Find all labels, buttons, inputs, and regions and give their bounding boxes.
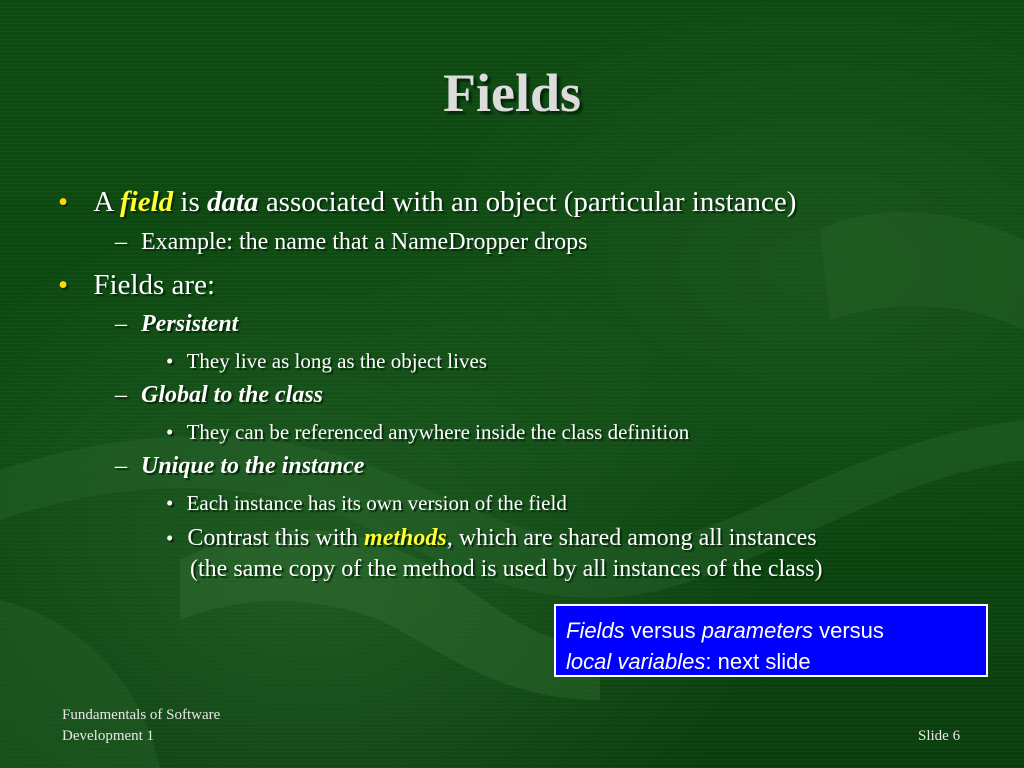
detail-text-pre: Contrast this with: [187, 525, 359, 551]
bullet-text-a: A: [93, 186, 113, 218]
detail-unique-2: [166, 525, 817, 552]
bullet-text-is: is: [180, 186, 200, 218]
callout-versus-2: versus: [813, 618, 884, 643]
sub-bullet-example: [115, 229, 588, 256]
bullet-marker: •: [166, 349, 174, 373]
bullet-marker: •: [166, 526, 174, 550]
sub-bullet-unique: [115, 453, 364, 480]
sub-bullet-text: Unique to the instance: [141, 453, 365, 479]
bullet-text: Fields are:: [93, 269, 216, 301]
callout-box: [554, 604, 988, 677]
bullet-marker: •: [166, 491, 174, 515]
sub-bullet-persistent: [115, 311, 238, 338]
slide-title: Fields: [442, 63, 581, 123]
emphasis-field: field: [120, 186, 174, 218]
bullet-marker: •: [58, 269, 69, 301]
footer-slide-number: Slide 6: [918, 728, 961, 744]
callout-versus-1: versus: [624, 618, 702, 643]
sub-bullet-text: Global to the class: [141, 382, 324, 408]
bullet-field-definition: [58, 186, 796, 219]
bullet-marker: •: [166, 420, 174, 444]
emphasis-methods: methods: [364, 525, 447, 551]
emphasis-data: data: [207, 186, 259, 218]
detail-text-post: , which are shared among all instances: [446, 525, 817, 551]
bullet-text-rest: associated with an object (particular instance): [265, 186, 797, 218]
callout-local-variables: local variables: [566, 649, 706, 674]
detail-text: Each instance has its own version of the field: [186, 491, 567, 515]
detail-unique-2-line2: (the same copy of the method is used by all instances of the class): [190, 556, 823, 582]
detail-text: They live as long as the object lives: [186, 349, 487, 373]
footer-course-line1: Fundamentals of Software: [62, 707, 221, 723]
sub-bullet-text: Persistent: [141, 311, 239, 337]
detail-global: [166, 420, 689, 445]
sub-bullet-global: [115, 382, 323, 409]
detail-unique-1: [166, 491, 567, 516]
footer-course-line2: Development 1: [62, 728, 155, 744]
detail-persistent: [166, 349, 487, 374]
dash-marker: –: [115, 453, 127, 479]
callout-fields: Fields: [566, 618, 625, 643]
callout-next-slide: : next slide: [705, 649, 811, 674]
dash-marker: –: [115, 311, 127, 337]
callout-parameters: parameters: [701, 618, 813, 643]
bullet-fields-are: [58, 269, 215, 302]
bullet-marker: •: [58, 186, 69, 218]
sub-bullet-text: Example: the name that a NameDropper drops: [141, 229, 588, 255]
detail-text: They can be referenced anywhere inside the class definition: [186, 420, 690, 444]
dash-marker: –: [115, 382, 127, 408]
dash-marker: –: [115, 229, 127, 255]
